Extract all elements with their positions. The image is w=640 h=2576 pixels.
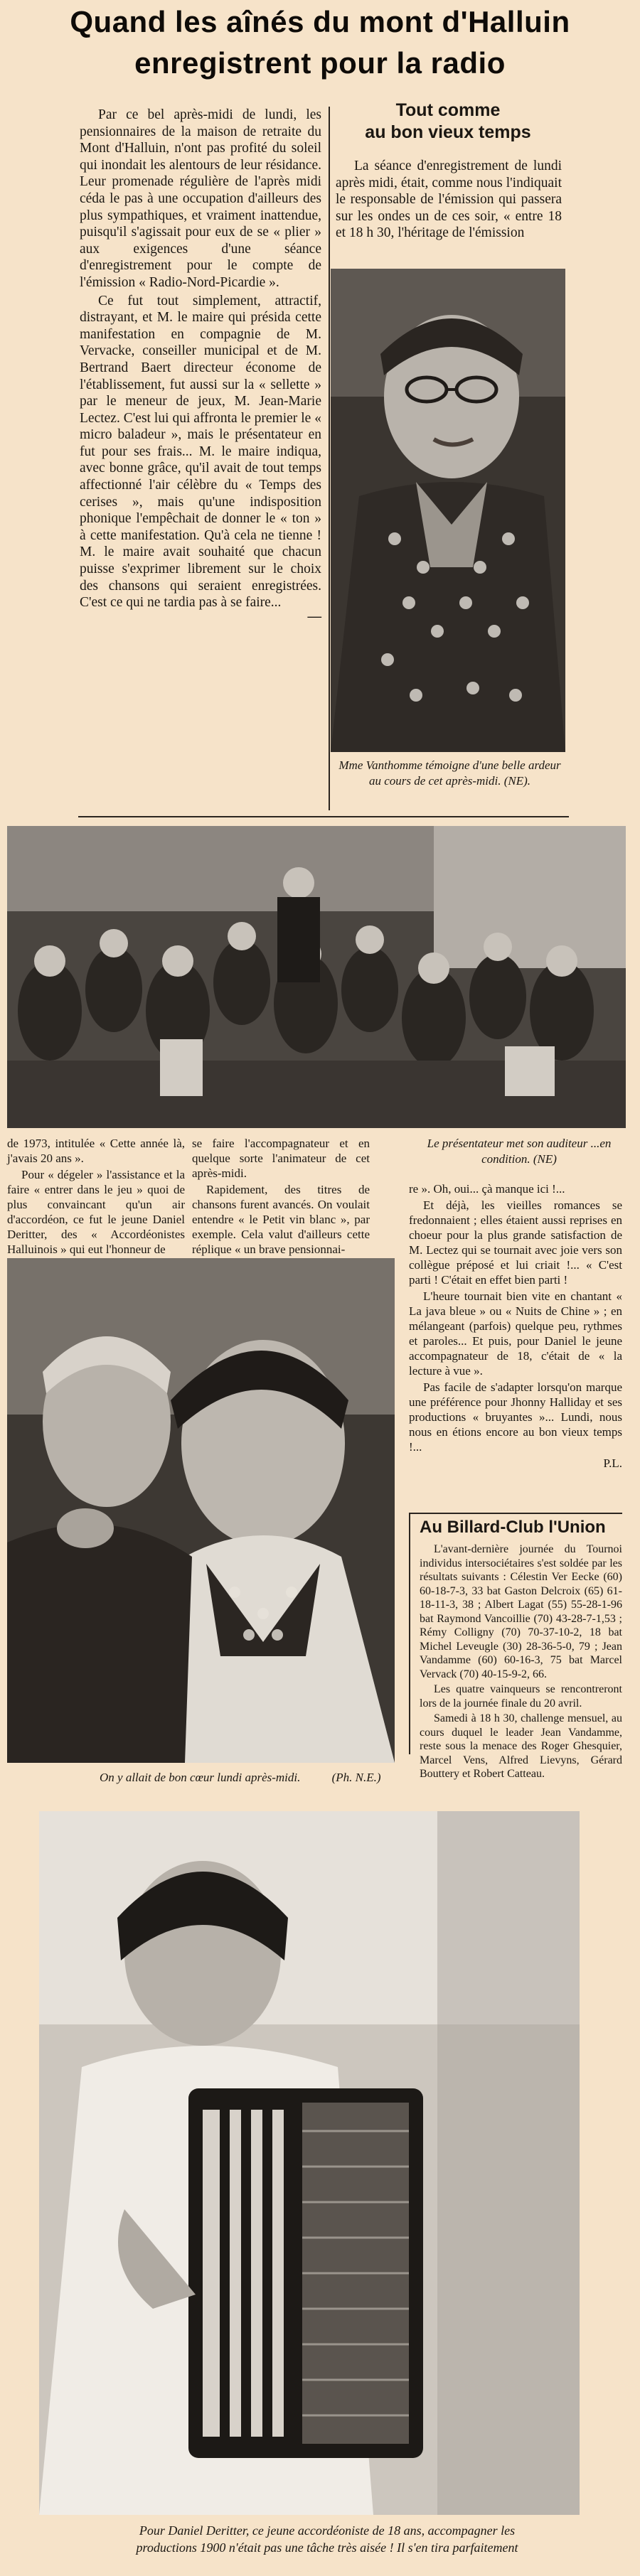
column-divider <box>329 107 330 810</box>
billard-text: L'avant-dernière journée du Tournoi individus intersociétaires s'est soldée par les résultats suivants : Célestin Ver Eecke (60) 60-18-7-3, 33 bat Gaston Delcroix (65) 61-18-11-3, 38 ; Albert Lagat (55) 55-28-1-96 bat Raymond Vancoillie (70) 43-28-7-1,53 ; Rémy Colligny (70) 70-37-10-2, 18 bat Michel Leveugle (30) 28-36-5-0, 79 ; Jean Vandamme (60) 60-16-3, 75 bat Marcel Vervack (70) 40-15-9-2, 66. <box>420 1543 622 1680</box>
article-signature: P.L. <box>603 1456 622 1470</box>
continuation-col-3 <box>409 1181 622 1471</box>
women-credit: (Ph. N.E.) <box>331 1771 381 1784</box>
group-caption <box>412 1136 626 1167</box>
women-photo <box>7 1258 395 1763</box>
intro-paragraph: Par ce bel après-midi de lundi, les pensionnaires de la maison de retraite du Mont d'Halluin, n'ont pas profité du soleil qui inondait les alentours de leur résidance. Leur promenade régulière de l'après midi céda le pas à une occupation d'ailleurs des plus sympathiques, et vraiment inattendue, puisqu'il s'agissait pour eux de se « plier » aux exigences d'une séance d'enregistrement pour le compte de l'émission « Radio-Nord-Picardie ». <box>80 107 321 290</box>
continuation-text: Rapidement, des titres de chansons furent avancés. On voulait entendre « le Petit vin blanc », par exemple. Cela valut d'ailleurs cette réplique « un brave pensionnai- <box>192 1183 370 1256</box>
continuation-text: se faire l'accompagnateur et en quelque sorte l'animateur de cet après-midi. <box>192 1137 370 1180</box>
continuation-col-1 <box>7 1136 185 1258</box>
group-caption-text: Le présentateur met son auditeur ...en condition. <box>427 1137 612 1166</box>
billard-title: Au Billard-Club l'Union <box>420 1518 606 1537</box>
end-dash: — <box>307 608 321 624</box>
intro-paragraph: Ce fut tout simplement, attractif, distrayant, et M. le maire qui présida cette manifestation en compagnie de M. Vervacke, conseiller municipal et de M. Bertrand Baert directeur économe de l'établissement, fut aussi sur la « sellette » par le meneur de jeux, M. Jean-Marie Lectez. C'est lui qui affronta le premier le « micro baladeur », mais le présentateur en fut pour ses frais... M. le maire indiqua, avec bonne grâce, qu'il avait de tout temps affectionné l'air célèbre du « Temps des cerises », mais qu'une indisposition phonique l'empêchait de donner le « ton » à cette manifestation. Qu'à cela ne tienne ! M. le maire avait souhaité que chacun puisse s'exprimer librement sur le choix des chansons qui seraient enregistrées. C'est ce qui ne tardia pas à se faire... <box>80 293 321 611</box>
billard-left-rule <box>409 1513 410 1754</box>
accordion-caption-line-1: Pour Daniel Deritter, ce jeune accordéoniste de 18 ans, accompagner les <box>139 2523 516 2538</box>
continuation-text: Pour « dégeler » l'assistance et la faire « entrer dans le jeu » quoi de plus convaincant qu'un air d'accordéon, ce fut le jeune Daniel Deritter, des « Accordéonistes Halluinois » qui eut l'honneur de <box>7 1168 185 1256</box>
headline-line-1: Quand les aînés du mont d'Halluin <box>70 5 570 38</box>
continuation-text: re ». Oh, oui... çà manque ici !... <box>409 1182 565 1196</box>
portrait-caption-text: Mme Vanthomme témoigne d'une belle ardeur au cours de cet après-midi. <box>338 758 561 788</box>
portrait-photo <box>331 269 565 752</box>
accordion-caption <box>28 2522 626 2556</box>
portrait-caption <box>334 758 565 789</box>
headline <box>7 1 633 84</box>
women-caption-text: On y allait de bon cœur lundi après-midi. <box>100 1771 301 1784</box>
continuation-text: Pas facile de s'adapter lorsqu'on marque une préférence pour Jhonny Halliday et ses productions « bruyantes »... Lundi, nous nous en étions encore au bon vieux temps !... <box>409 1380 622 1454</box>
section-divider <box>78 816 569 817</box>
billard-text: Samedi à 18 h 30, challenge mensuel, au cours duquel le leader Jean Vandamme, reste sous la menace des Roger Ghesquier, Marcel Vens, Alfred Lievyns, Gérard Bouttery et Robert Catteau. <box>420 1712 622 1780</box>
women-caption <box>100 1770 398 1786</box>
headline-line-2: enregistrent pour la radio <box>134 46 506 80</box>
continuation-col-2 <box>192 1136 370 1258</box>
sidebar-subhead-line-1: Tout comme <box>395 100 501 120</box>
continuation-text: Et déjà, les vieilles romances se fredonnaient ; elles étaient aussi reprises en choeur pour la plus grande satisfaction de M. Lectez qui se tournait avec joie vers son collègue préposé et lui criait !... « C'est parti ! C'était en effet bien parti ! <box>409 1198 622 1287</box>
continuation-text: L'heure tournait bien vite en chantant « La java bleue » ou « Nuits de Chine » ; en mélangeant (parfois) quelque peu, rythmes et paroles... Et puis, pour Daniel le jeune accompagnateur de 18, c'était de « la lecture à vue ». <box>409 1289 622 1378</box>
billard-text: Les quatre vainqueurs se rencontreront lors de la journée finale du 20 avril. <box>420 1683 622 1710</box>
accordion-caption-line-2: productions 1900 n'était pas une tâche très aisée ! Il s'en tira parfaitement <box>136 2540 518 2555</box>
billard-article <box>420 1542 622 1783</box>
sidebar-subhead-line-2: au bon vieux temps <box>365 122 531 142</box>
group-photo <box>7 826 626 1128</box>
portrait-credit: (NE). <box>503 774 531 788</box>
continuation-text: de 1973, intitulée « Cette année là, j'avais 20 ans ». <box>7 1137 185 1165</box>
billard-top-rule <box>409 1513 622 1514</box>
sidebar-paragraph <box>336 158 562 243</box>
sidebar-text: La séance d'enregistrement de lundi après midi, était, comme nous l'indiquait le responsable de l'émission qui passera sur les ondes un de ces soir, « entre 18 et 18 h 30, l'héritage de l'émission <box>336 159 562 241</box>
accordion-photo <box>39 1811 580 2515</box>
intro-article <box>80 107 321 625</box>
sidebar-subhead <box>334 100 562 144</box>
group-credit: (NE) <box>533 1152 557 1166</box>
